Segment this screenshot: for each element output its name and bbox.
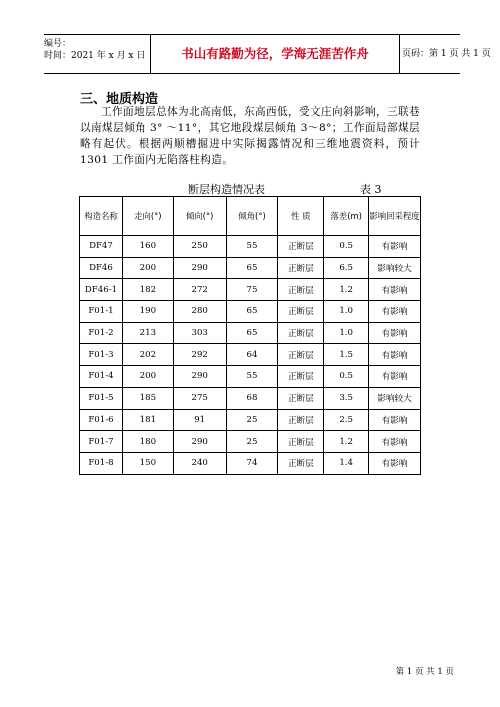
table-cell: 290 xyxy=(173,257,226,279)
table-cell: 25 xyxy=(226,431,278,453)
table-cell: 68 xyxy=(226,387,278,409)
table-cell: 150 xyxy=(122,452,173,474)
table-cell: 275 xyxy=(173,387,226,409)
table-cell: 1.2 xyxy=(324,279,369,301)
table-cell: 有影响 xyxy=(369,409,421,431)
table-cell: 3.5 xyxy=(324,387,369,409)
table-row xyxy=(80,409,421,431)
header-motto: 书山有路勤为径，学海无涯苦作舟 xyxy=(150,35,400,73)
table-cell: 200 xyxy=(122,366,173,388)
table-cell: 240 xyxy=(173,452,226,474)
page-header xyxy=(44,34,491,74)
table-cell: 55 xyxy=(226,236,278,258)
table-cell: 0.5 xyxy=(324,366,369,388)
table-cell: 正断层 xyxy=(278,301,324,323)
number-label: 编号： xyxy=(44,39,72,49)
col-header: 构造名称 xyxy=(80,197,123,236)
table-cell: 有影响 xyxy=(369,236,421,258)
table-cell: DF46-1 xyxy=(80,279,123,301)
table-row xyxy=(80,366,421,388)
table-cell: 有影响 xyxy=(369,279,421,301)
table-cell: 190 xyxy=(122,301,173,323)
table-cell: 影响较大 xyxy=(369,257,421,279)
table-cell: 有影响 xyxy=(369,366,421,388)
table-cell: 25 xyxy=(226,409,278,431)
table-cell: 65 xyxy=(226,322,278,344)
table-cell: 75 xyxy=(226,279,278,301)
table-cell: 正断层 xyxy=(278,257,324,279)
table-row xyxy=(80,387,421,409)
table-cell: 有影响 xyxy=(369,452,421,474)
table-cell: 202 xyxy=(122,344,173,366)
time-label: 时间：2021 年 x 月 x 日 xyxy=(44,51,146,61)
section-paragraph xyxy=(80,104,420,168)
table-cell: DF46 xyxy=(80,257,123,279)
table-cell: 有影响 xyxy=(369,344,421,366)
table-cell: 正断层 xyxy=(278,387,324,409)
table-row xyxy=(80,322,421,344)
table-cell: F01-8 xyxy=(80,452,123,474)
table-number: 表 3 xyxy=(360,183,382,196)
table-cell: 290 xyxy=(173,366,226,388)
table-cell: 280 xyxy=(173,301,226,323)
table-cell: 74 xyxy=(226,452,278,474)
table-cell: F01-1 xyxy=(80,301,123,323)
table-cell: 303 xyxy=(173,322,226,344)
table-cell: 181 xyxy=(122,409,173,431)
table-row xyxy=(80,431,421,453)
col-header: 影响回采程度 xyxy=(369,197,421,236)
table-cell: 1.5 xyxy=(324,344,369,366)
col-header: 倾向(°) xyxy=(173,197,226,236)
table-cell: 272 xyxy=(173,279,226,301)
section-heading: 三、地质构造 xyxy=(80,92,159,107)
table-header-row xyxy=(80,197,421,236)
header-page-label: 页码：第 1 页 共 1 页 xyxy=(402,49,491,59)
table-cell: 200 xyxy=(122,257,173,279)
table-cell: 正断层 xyxy=(278,279,324,301)
table-row xyxy=(80,452,421,474)
col-header: 性 质 xyxy=(278,197,324,236)
table-row xyxy=(80,236,421,258)
table-cell: 正断层 xyxy=(278,366,324,388)
table-cell: 正断层 xyxy=(278,409,324,431)
fault-table xyxy=(79,196,421,475)
table-cell: 290 xyxy=(173,431,226,453)
table-cell: 正断层 xyxy=(278,431,324,453)
table-cell: 0.5 xyxy=(324,236,369,258)
table-cell: 292 xyxy=(173,344,226,366)
table-cell: 65 xyxy=(226,301,278,323)
table-cell: 正断层 xyxy=(278,344,324,366)
table-cell: 65 xyxy=(226,257,278,279)
table-cell: F01-2 xyxy=(80,322,123,344)
paragraph-text: 工作面地层总体为北高南低，东高西低，受文庄向斜影响，三联巷以南煤层倾角 3° ～11°，其它地段煤层倾角 3～8°；工作面局部煤层略有起伏。根据两顺槽掘进中实际揭露情况和三维地震资料，预计 1301 工作面内无陷落柱构造。 xyxy=(80,106,420,166)
table-cell: 1.4 xyxy=(324,452,369,474)
table-cell: 91 xyxy=(173,409,226,431)
table-cell: 正断层 xyxy=(278,236,324,258)
table-cell: 正断层 xyxy=(278,452,324,474)
table-cell: 6.5 xyxy=(324,257,369,279)
table-cell: 正断层 xyxy=(278,322,324,344)
table-cell: F01-6 xyxy=(80,409,123,431)
table-cell: F01-4 xyxy=(80,366,123,388)
table-row xyxy=(80,279,421,301)
table-cell: 213 xyxy=(122,322,173,344)
table-cell: 250 xyxy=(173,236,226,258)
table-cell: 有影响 xyxy=(369,431,421,453)
table-cell: 55 xyxy=(226,366,278,388)
table-cell: 160 xyxy=(122,236,173,258)
table-cell: 1.0 xyxy=(324,322,369,344)
table-cell: 180 xyxy=(122,431,173,453)
page-footer: 第 1 页 共 1 页 xyxy=(395,667,454,677)
table-cell: 2.5 xyxy=(324,409,369,431)
table-row xyxy=(80,344,421,366)
table-cell: 有影响 xyxy=(369,301,421,323)
table-cell: 影响较大 xyxy=(369,387,421,409)
table-cell: 有影响 xyxy=(369,322,421,344)
header-meta xyxy=(44,35,150,73)
table-cell: F01-5 xyxy=(80,387,123,409)
col-header: 倾角(°) xyxy=(226,197,278,236)
table-cell: F01-7 xyxy=(80,431,123,453)
table-cell: F01-3 xyxy=(80,344,123,366)
col-header: 落差(m) xyxy=(324,197,369,236)
table-row xyxy=(80,257,421,279)
table-cell: 64 xyxy=(226,344,278,366)
col-header: 走向(°) xyxy=(122,197,173,236)
table-cell: 182 xyxy=(122,279,173,301)
table-row xyxy=(80,301,421,323)
table-cell: 1.0 xyxy=(324,301,369,323)
table-cell: 1.2 xyxy=(324,431,369,453)
table-cell: 185 xyxy=(122,387,173,409)
table-cell: DF47 xyxy=(80,236,123,258)
table-body xyxy=(80,236,421,475)
table-caption: 断层构造情况表 xyxy=(188,183,265,196)
